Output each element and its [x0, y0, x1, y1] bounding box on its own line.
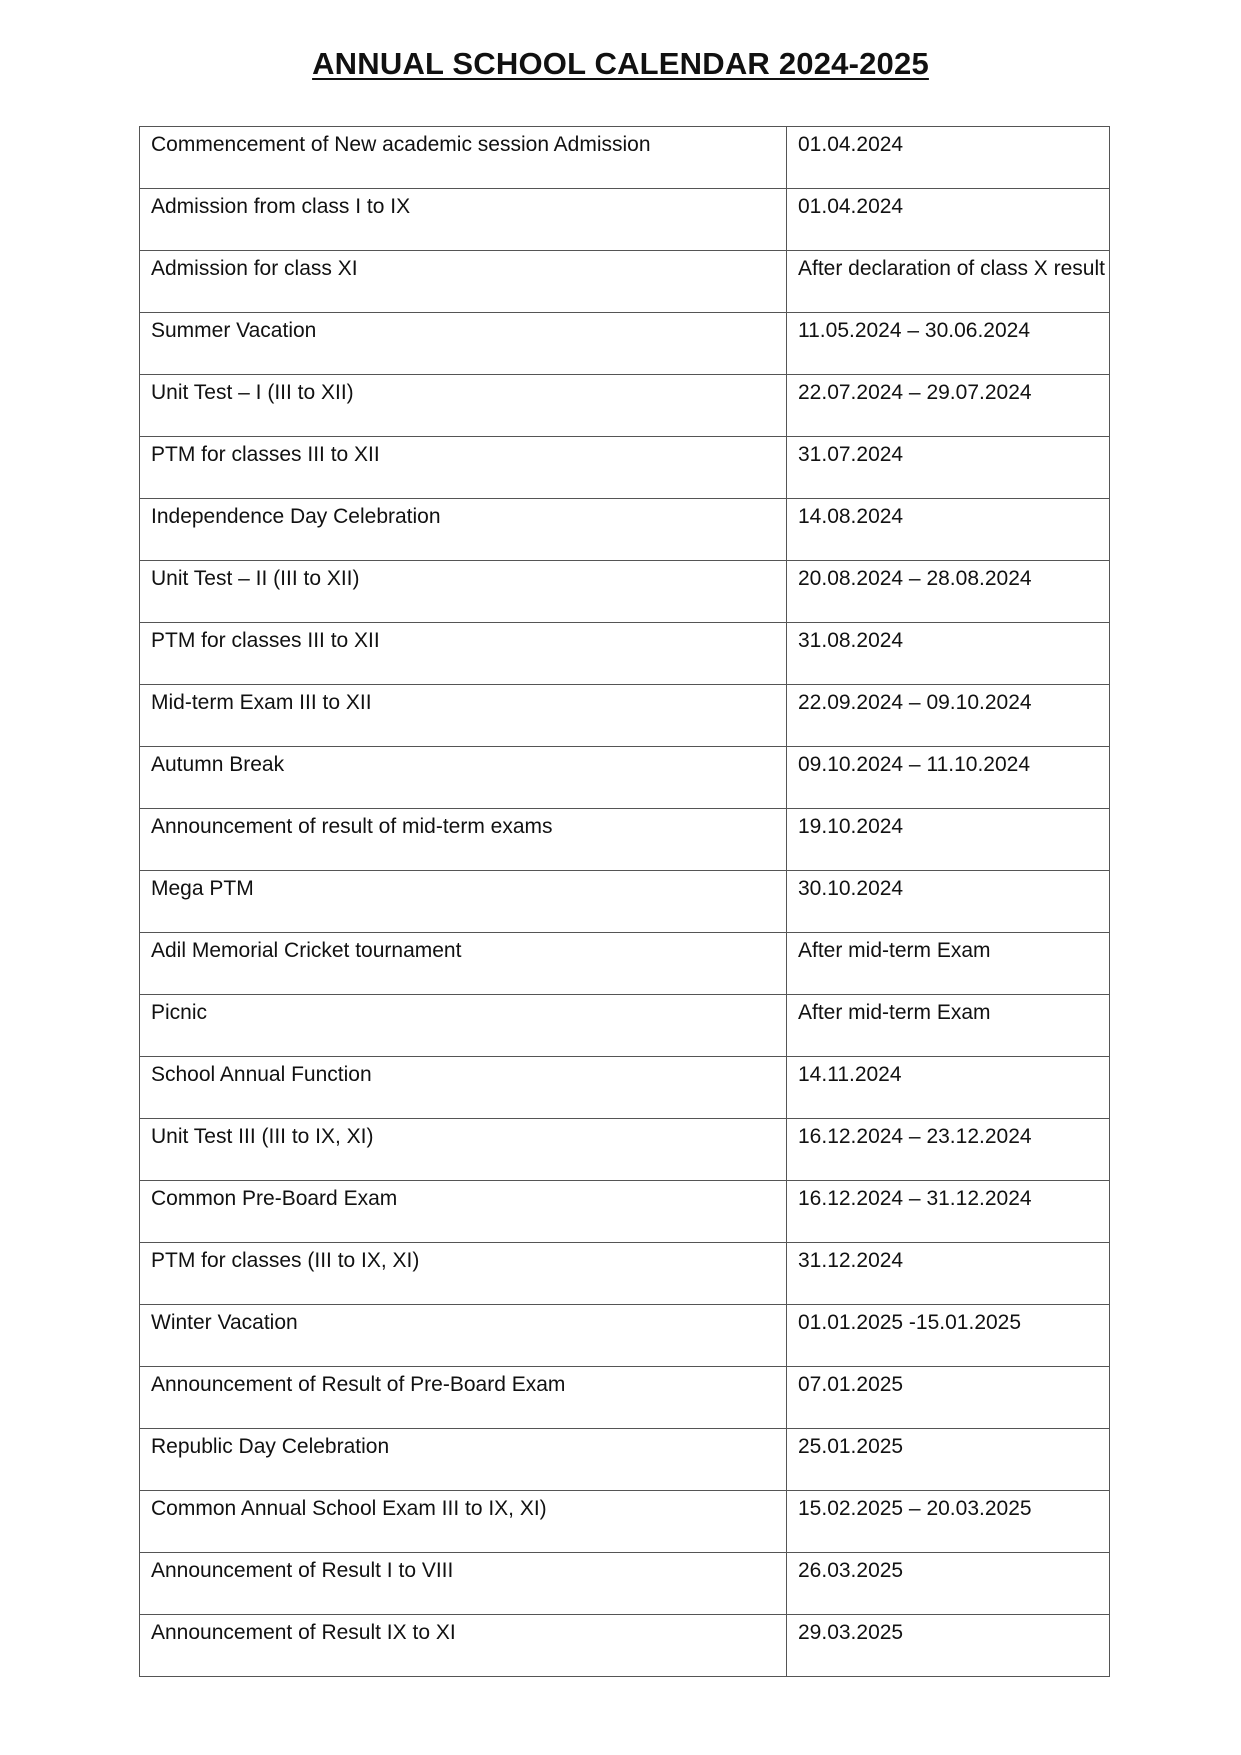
date-cell: 19.10.2024: [787, 809, 1110, 871]
table-row: [140, 127, 1110, 189]
event-cell: Republic Day Celebration: [140, 1429, 787, 1491]
event-cell: Unit Test – II (III to XII): [140, 561, 787, 623]
date-cell: After mid-term Exam: [787, 933, 1110, 995]
date-cell: 31.12.2024: [787, 1243, 1110, 1305]
date-cell: 25.01.2025: [787, 1429, 1110, 1491]
table-row: [140, 1615, 1110, 1677]
event-cell: Adil Memorial Cricket tournament: [140, 933, 787, 995]
event-cell: Mega PTM: [140, 871, 787, 933]
date-cell: 31.08.2024: [787, 623, 1110, 685]
date-cell: 01.04.2024: [787, 127, 1110, 189]
table-row: [140, 747, 1110, 809]
calendar-table: [139, 126, 1110, 1677]
table-row: [140, 1057, 1110, 1119]
event-cell: Announcement of Result of Pre-Board Exam: [140, 1367, 787, 1429]
table-row: [140, 933, 1110, 995]
event-cell: Unit Test III (III to IX, XI): [140, 1119, 787, 1181]
table-row: [140, 437, 1110, 499]
event-cell: Autumn Break: [140, 747, 787, 809]
date-cell: 29.03.2025: [787, 1615, 1110, 1677]
event-cell: Summer Vacation: [140, 313, 787, 375]
table-row: [140, 1243, 1110, 1305]
event-cell: Admission from class I to IX: [140, 189, 787, 251]
event-cell: Admission for class XI: [140, 251, 787, 313]
table-row: [140, 189, 1110, 251]
date-cell: 22.07.2024 – 29.07.2024: [787, 375, 1110, 437]
event-cell: Unit Test – I (III to XII): [140, 375, 787, 437]
event-cell: PTM for classes III to XII: [140, 437, 787, 499]
event-cell: Commencement of New academic session Admission: [140, 127, 787, 189]
event-cell: Announcement of Result I to VIII: [140, 1553, 787, 1615]
table-row: [140, 1553, 1110, 1615]
event-cell: Announcement of Result IX to XI: [140, 1615, 787, 1677]
event-cell: PTM for classes (III to IX, XI): [140, 1243, 787, 1305]
table-row: [140, 499, 1110, 561]
table-row: [140, 1119, 1110, 1181]
date-cell: 09.10.2024 – 11.10.2024: [787, 747, 1110, 809]
date-cell: After mid-term Exam: [787, 995, 1110, 1057]
table-row: [140, 375, 1110, 437]
event-cell: Announcement of result of mid-term exams: [140, 809, 787, 871]
date-cell: 22.09.2024 – 09.10.2024: [787, 685, 1110, 747]
date-cell: 30.10.2024: [787, 871, 1110, 933]
table-row: [140, 561, 1110, 623]
table-row: [140, 685, 1110, 747]
table-row: [140, 1429, 1110, 1491]
date-cell: 26.03.2025: [787, 1553, 1110, 1615]
date-cell: 31.07.2024: [787, 437, 1110, 499]
date-cell: 01.01.2025 -15.01.2025: [787, 1305, 1110, 1367]
table-row: [140, 1491, 1110, 1553]
table-row: [140, 1367, 1110, 1429]
date-cell: 16.12.2024 – 23.12.2024: [787, 1119, 1110, 1181]
date-cell: 07.01.2025: [787, 1367, 1110, 1429]
table-row: [140, 809, 1110, 871]
date-cell: 14.11.2024: [787, 1057, 1110, 1119]
table-row: [140, 251, 1110, 313]
table-row: [140, 1181, 1110, 1243]
date-cell: 01.04.2024: [787, 189, 1110, 251]
date-cell: 20.08.2024 – 28.08.2024: [787, 561, 1110, 623]
table-row: [140, 623, 1110, 685]
date-cell: 11.05.2024 – 30.06.2024: [787, 313, 1110, 375]
event-cell: Common Annual School Exam III to IX, XI): [140, 1491, 787, 1553]
table-row: [140, 871, 1110, 933]
event-cell: Independence Day Celebration: [140, 499, 787, 561]
table-row: [140, 1305, 1110, 1367]
event-cell: Mid-term Exam III to XII: [140, 685, 787, 747]
date-cell: 14.08.2024: [787, 499, 1110, 561]
calendar-table-body: [140, 127, 1110, 1677]
date-cell: 15.02.2025 – 20.03.2025: [787, 1491, 1110, 1553]
event-cell: PTM for classes III to XII: [140, 623, 787, 685]
table-row: [140, 995, 1110, 1057]
event-cell: School Annual Function: [140, 1057, 787, 1119]
date-cell: After declaration of class X result: [787, 251, 1110, 313]
event-cell: Winter Vacation: [140, 1305, 787, 1367]
event-cell: Picnic: [140, 995, 787, 1057]
event-cell: Common Pre-Board Exam: [140, 1181, 787, 1243]
table-row: [140, 313, 1110, 375]
page-title: ANNUAL SCHOOL CALENDAR 2024-2025: [312, 46, 929, 81]
date-cell: 16.12.2024 – 31.12.2024: [787, 1181, 1110, 1243]
